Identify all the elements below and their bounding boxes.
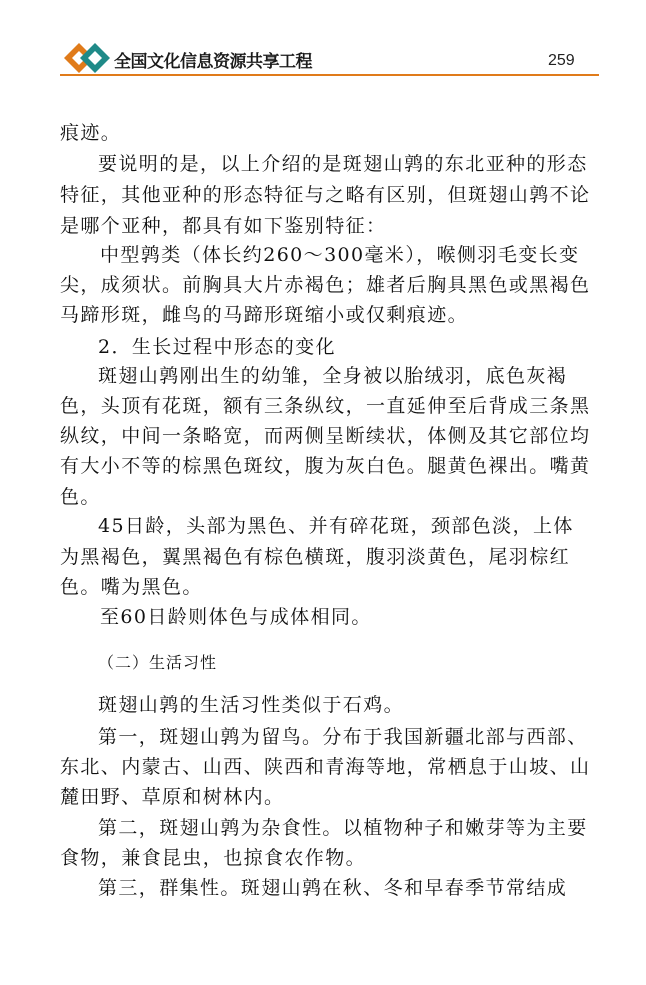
logo-icon (62, 41, 114, 75)
text-line: 第二，斑翅山鹑为杂食性。以植物种子和嫩芽等为主要 (98, 817, 588, 839)
text-line: 中型鹑类（体长约260～300毫米），喉侧羽毛变长变 (100, 244, 580, 266)
text-line: 食物，兼食昆虫，也掠食农作物。 (60, 847, 367, 869)
text-line: 痕迹。 (60, 122, 122, 144)
text-line: 麓田野、草原和树林内。 (60, 786, 285, 808)
text-line: 纵纹，中间一条略宽，而两侧呈断续状，体侧及其它部位均 (60, 425, 591, 447)
text-line: 要说明的是，以上介绍的是斑翅山鹑的东北亚种的形态 (98, 153, 588, 175)
header-divider (60, 74, 599, 76)
text-line: 是哪个亚种，都具有如下鉴别特征： (60, 215, 387, 237)
text-line: 马蹄形斑，雌鸟的马蹄形斑缩小或仅剩痕迹。 (60, 304, 469, 326)
text-line: 为黑褐色，翼黑褐色有棕色横斑，腹羽淡黄色，尾羽棕红 (60, 546, 571, 568)
text-line: 斑翅山鹑的生活习性类似于石鸡。 (98, 694, 405, 716)
text-line: 斑翅山鹑刚出生的幼雏，全身被以胎绒羽，底色灰褐 (98, 365, 568, 387)
text-line: 特征，其他亚种的形态特征与之略有区别，但斑翅山鹑不论 (60, 184, 591, 206)
text-line: 色。嘴为黑色。 (60, 576, 203, 598)
text-line: 第一，斑翅山鹑为留鸟。分布于我国新疆北部与西部、 (98, 726, 588, 748)
text-line: 2．生长过程中形态的变化 (98, 336, 336, 358)
text-line: 至60日龄则体色与成体相同。 (100, 606, 372, 628)
page-number: 259 (548, 52, 575, 69)
text-line: 有大小不等的棕黑色斑纹，腹为灰白色。腿黄色裸出。嘴黄 (60, 455, 591, 477)
page-header (0, 0, 646, 80)
text-line: 尖，成须状。前胸具大片赤褐色；雄者后胸具黑色或黑褐色 (60, 274, 591, 296)
text-line: 第三，群集性。斑翅山鹑在秋、冬和早春季节常结成 (98, 877, 568, 899)
text-line: 45日龄，头部为黑色、并有碎花斑，颈部色淡，上体 (98, 515, 574, 537)
section-heading: （二）生活习性 (98, 653, 218, 672)
text-line: 东北、内蒙古、山西、陕西和青海等地，常栖息于山坡、山 (60, 756, 591, 778)
header-title: 全国文化信息资源共享工程 (114, 52, 312, 72)
text-line: 色，头顶有花斑，额有三条纵纹，一直延伸至后背成三条黑 (60, 395, 591, 417)
text-line: 色。 (60, 486, 101, 508)
